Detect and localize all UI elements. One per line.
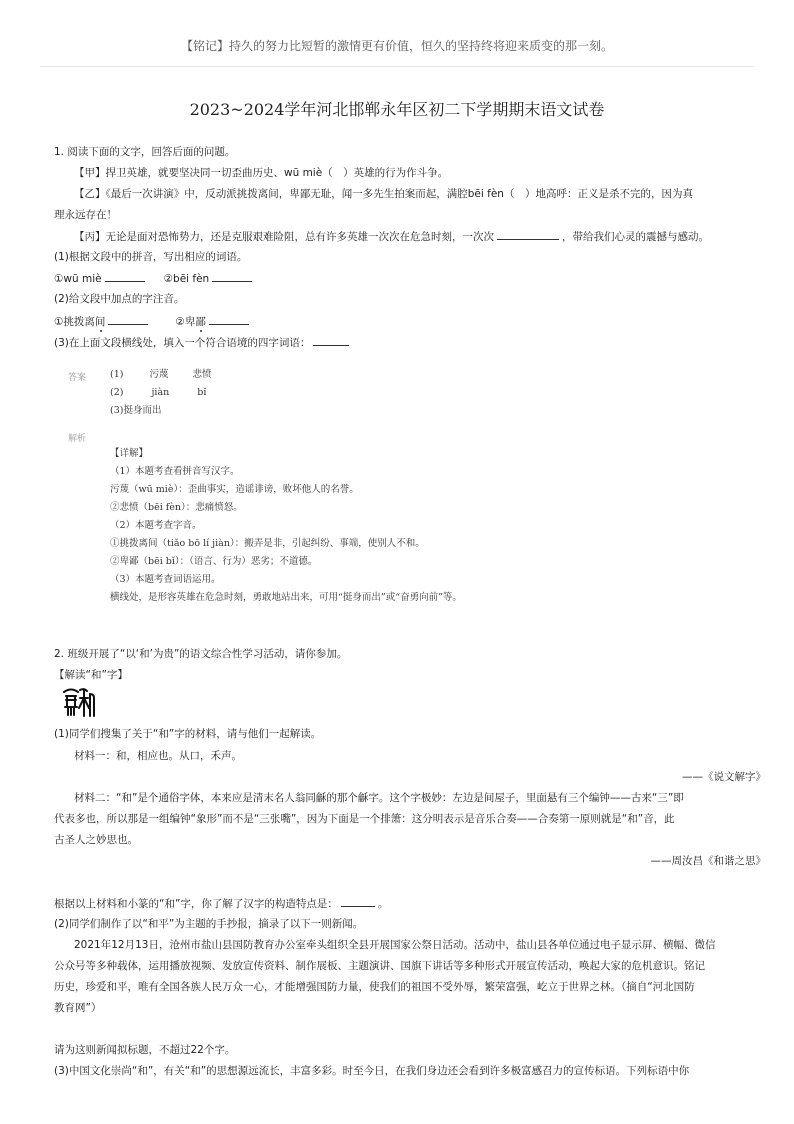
analysis-line: ②悲愤（bēi fèn）：悲痛愤怒。 [110, 502, 243, 513]
analysis-line: ①挑拨离间（tiǎo bō lí jiàn）：搬弄是非，引起纠纷、事端，使别人不和。 [110, 538, 425, 549]
q2-sub3: (3)中国文化崇尚“和”，有关“和”的思想源远流长，丰富多彩。时至今日，在我们身边还会看到许多极富感召力的宣传标语。下列标语中你 [54, 1065, 690, 1077]
answer-2-pinyin1: jiàn [151, 387, 170, 398]
q1-sub1-items [54, 271, 255, 286]
q1-sub2-items [54, 314, 252, 329]
analysis-line: （3）本题考查词语运用。 [110, 574, 221, 585]
q1-sub1-b-label: ②bēi fèn [163, 273, 210, 285]
answer-1-num: (1) [110, 369, 124, 380]
q1-bing-blank[interactable] [497, 229, 559, 240]
q2-material2-line1: 材料二：“和”是个通俗字体，本来应是清末名人翁同龢的那个龢字。这个字极妙：左边是间屋子，里面悬有三个编钟——古来“三”即 [74, 792, 684, 804]
q2-stem: 2. 班级开展了“以‘和’为贵”的语文综合性学习活动，请你参加。 [54, 648, 348, 660]
q1-sub2: (2)给文段中加点的字注音。 [54, 293, 185, 305]
q1-sub1-a-label: ①wū miè [54, 273, 102, 285]
answer-2 [110, 386, 206, 399]
q2-material1: 材料一：和，相应也。从口，禾声。 [74, 750, 242, 762]
q1-yi [74, 187, 693, 201]
q1-bing-text-b: ，带给我们心灵的震撼与感动。 [562, 231, 709, 243]
q2-question-a-blank[interactable] [341, 896, 375, 907]
q2-material2-source: ——周汝昌《和谐之思》 [650, 855, 766, 867]
analysis-line: （2）本题考查字音。 [110, 520, 202, 531]
q2-task: 请为这则新闻拟标题，不超过22个字。 [54, 1044, 236, 1056]
analysis-line: 污蔑（wū miè）：歪曲事实，造谣诽谤，败坏他人的名誉。 [110, 484, 359, 495]
q1-bing-text-a: 【丙】无论是面对恐怖势力，还是克服艰难险阻，总有许多英雄一次次在危急时刻，一次次 [74, 231, 494, 243]
analysis-line: 横线处，是形容英雄在危急时刻，勇敢地站出来，可用“挺身而出”或“奋勇向前”等。 [110, 592, 462, 603]
q2-question-a [54, 896, 388, 911]
q1-yi-text-b: ， [278, 188, 290, 200]
q2-question-a-end: 。 [377, 898, 389, 910]
header-motto: 【铭记】持久的努力比短暂的激情更有价值，恒久的坚持终将迎来质变的那一刻。 [180, 39, 613, 53]
analysis-label: 解析 [68, 434, 87, 444]
answer-2-pinyin2: bǐ [197, 387, 207, 398]
answer-2-num: (2) [110, 387, 124, 398]
q1-sub2-b-dotted-char: 鄙 [195, 316, 206, 328]
q2-sub2: (2)同学们制作了以“和平”为主题的手抄报，摘录了以下一则新闻。 [54, 918, 364, 930]
q2-question-a-text: 根据以上材料和小篆的“和”字，你了解了汉字的构造特点是： [54, 898, 338, 910]
answer-1-word1: 污蔑 [149, 369, 169, 380]
q1-stem: 1. 阅读下面的文字，回答后面的问题。 [54, 146, 236, 158]
q2-news-line2: 公众号等多种载体，运用播放视频、发放宣传资料、制作展板、主题演讲、国旗下讲话等多种形式开展宣传活动，唤起大家的危机意识。铭记 [54, 960, 705, 972]
q1-sub2-b-blank[interactable] [209, 314, 249, 325]
q1-sub3 [54, 335, 352, 350]
q2-news-line3: 历史，珍爱和平，唯有全国各族人民万众一心，才能增强国防力量，使我们的祖国不受外辱，繁荣富强，屹立于世界之林。（摘自“河北国防 [54, 981, 695, 993]
analysis-line: 【详解】 [110, 448, 149, 459]
q1-sub1-b-blank[interactable] [212, 271, 252, 282]
q1-sub2-b-prefix: ②卑 [175, 316, 196, 328]
q1-yi-dotted-word: 挑拨离间 [236, 188, 279, 200]
q2-material2-line3: 古圣人之妙思也。 [54, 834, 138, 846]
page-title: 2023~2024学年河北邯郸永年区初二下学期期末语文试卷 [189, 100, 605, 119]
answer-3: (3)挺身而出 [110, 405, 162, 416]
q1-bing [74, 229, 709, 244]
q2-material1-source: ——《说文解字》 [682, 771, 766, 783]
q1-yi-text-c: 无耻，闻一多先生拍案而起，满腔bēi fèn（ ）地高呼：正义是杀不完的，因为真 [310, 188, 693, 200]
analysis-line: （1）本题考查看拼音写汉字。 [110, 466, 240, 477]
q1-sub2-a-prefix: ①挑拨离 [54, 316, 95, 328]
q2-news-line1: 2021年12月13日，沧州市盐山县国防教育办公室牵头组织全县开展国家公祭日活动。活动中，盐山县各单位通过电子显示屏、横幅、微信 [74, 939, 716, 951]
answer-1 [110, 368, 212, 381]
seal-script-he-icon [62, 686, 96, 718]
q2-section-title: 【解读“和”字】 [54, 669, 128, 681]
q2-material2-line2: 代表多也，所以那是一组编钟“象形”而不是“三张嘴”，因为下面是一个排箫：这分明表示是音乐合奏——合奏第一原则就是“和”音，此 [54, 813, 675, 825]
answer-label: 答案 [68, 373, 87, 383]
q1-jia: 【甲】捍卫英雄，就要坚决同一切歪曲历史、wū miè（ ）英雄的行为作斗争。 [74, 167, 449, 179]
q1-yi-dotted-word2: 卑鄙 [289, 188, 311, 200]
header-divider [40, 66, 754, 67]
analysis-line: ②卑鄙（bēi bǐ）：（语言、行为）恶劣；不道德。 [110, 556, 318, 567]
q2-sub1: (1)同学们搜集了关于“和”字的材料，请与他们一起解读。 [54, 728, 322, 740]
q1-sub1-a-blank[interactable] [105, 271, 145, 282]
q1-sub2-a-dotted-char: 间 [94, 316, 106, 328]
q1-sub1: (1)根据文段中的拼音，写出相应的词语。 [54, 251, 248, 263]
q1-sub3-blank[interactable] [313, 335, 349, 346]
q1-yi-continued: 理永远存在！ [54, 209, 117, 221]
q1-sub2-a-blank[interactable] [108, 314, 148, 325]
q1-yi-text-a: 【乙】《最后一次讲演》中，反动派 [74, 188, 237, 200]
answer-1-word2: 悲愤 [192, 369, 212, 380]
q1-sub3-text: (3)在上面文段横线处，填入一个符合语境的四字词语： [54, 337, 311, 349]
q2-news-line4: 教育网”） [54, 1002, 102, 1014]
